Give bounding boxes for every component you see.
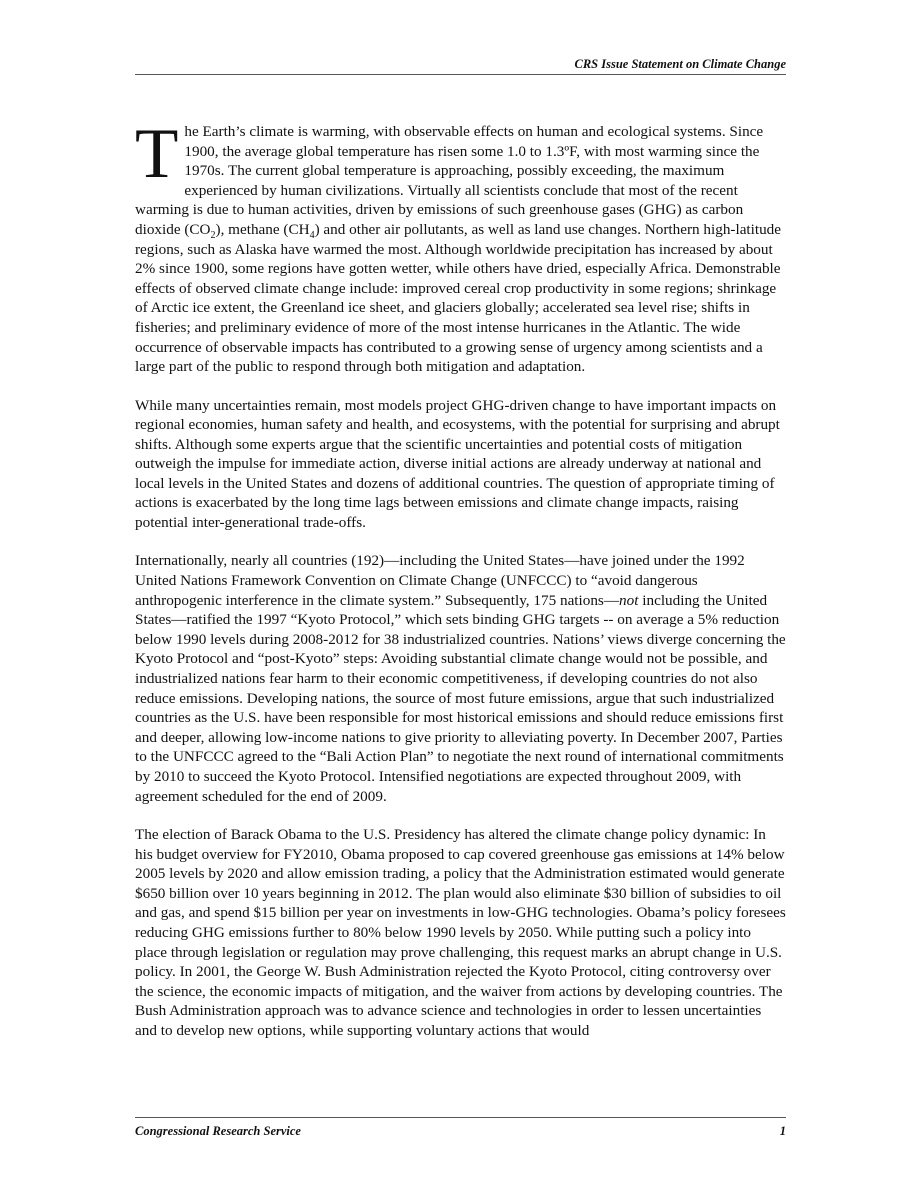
running-header (135, 56, 786, 75)
header-title: CRS Issue Statement on Climate Change (574, 57, 786, 71)
paragraph-1 (135, 115, 786, 377)
paragraph-4: The election of Barack Obama to the U.S. Presidency has altered the climate change policy dynamic: In his budget overview for FY2010, Obama proposed to cap covered greenhouse gas emissions at 14% below 2005 levels by 2020 and allow emission trading, a policy that the Administration estimated would generate $650 billion over 10 years beginning in 2012. The plan would also eliminate $30 billion of subsidies to oil and gas, and spend $15 billion per year on investments in low-GHG technologies. Obama’s policy foresees reducing GHG emissions further to 80% below 1990 levels by 2050. While putting such a policy into place through legislation or regulation may prove challenging, this request marks an abrupt change in U.S. policy. In 2001, the George W. Bush Administration rejected the Kyoto Protocol, citing controversy over the science, the economic impacts of mitigation, and the waiver from actions by developing countries. The Bush Administration approach was to advance science and technologies in order to lessen uncertainties and to develop new options, while supporting voluntary actions that would (135, 825, 786, 1039)
subscript-2: 2 (210, 230, 216, 241)
footer-publisher: Congressional Research Service (135, 1124, 301, 1138)
paragraph-1-text-a: he Earth’s climate is warming, with observable effects on human and ecological systems. Since 1900, the average global temperature has risen some 1.0 to 1.3ºF, with most warming since the 1970s. The current global temperature is approaching, possibly exceeding, the maximum experienced by human civilizations. Virtually all scientists conclude that most of the recent warming is due to human activities, driven by emissions of such greenhouse gases (GHG) as carbon dioxide (CO (135, 123, 764, 238)
body-text (135, 115, 786, 1059)
subscript-4: 4 (309, 230, 315, 241)
page-number: 1 (779, 1124, 786, 1138)
paragraph-1-text-b: ), methane (CH (215, 220, 310, 238)
drop-cap: T (135, 115, 179, 193)
emphasis-not: not (619, 591, 639, 609)
running-footer (135, 1117, 786, 1144)
paragraph-3-text-b: including the United States—ratified the 1997 “Kyoto Protocol,” which sets binding GHG targets -- on average a 5% reduction below 1990 levels during 2008-2012 for 38 industrialized countries. Nations’ views diverge concerning the Kyoto Protocol and “post-Kyoto” steps: Avoiding substantial climate change would not be possible, and industrialized nations fear harm to their economic competitiveness, if developing countries do not also reduce emissions. Developing nations, the source of most future emissions, argue that such industrialized countries as the U.S. have been responsible for most historical emissions and should reduce emissions first and deeper, allowing low-income nations to give priority to alleviating poverty. In December 2007, Parties to the UNFCCC agreed to the “Bali Action Plan” to negotiate the next round of international commitments by 2010 to succeed the Kyoto Protocol. Intensified negotiations are expected throughout 2009, with agreement scheduled for the end of 2009. (135, 591, 786, 805)
paragraph-1-text-c: ) and other air pollutants, as well as land use changes. Northern high-latitude regions, such as Alaska have warmed the most. Although worldwide precipitation has increased by about 2% since 1900, some regions have gotten wetter, while others have dried, especially Africa. Demonstrable effects of observed climate change include: improved cereal crop productivity in some regions; shrinkage of Arctic ice extent, the Greenland ice sheet, and glaciers globally; accelerated sea level rise; shifts in fisheries; and preliminary evidence of more of the most intense hurricanes in the Atlantic. The wide occurrence of observable impacts has contributed to a growing sense of urgency among scientists and a large part of the public to respond through both mitigation and adaptation. (135, 220, 782, 376)
paragraph-3 (135, 551, 786, 806)
paragraph-3-text-a: Internationally, nearly all countries (192)—including the United States—have joined under the 1992 United Nations Framework Convention on Climate Change (UNFCCC) to “avoid dangerous anthropogenic interference in the climate system.” Subsequently, 175 nations— (135, 552, 745, 609)
paragraph-2: While many uncertainties remain, most models project GHG-driven change to have important impacts on regional economies, human safety and health, and ecosystems, with the potential for surprising and abrupt shifts. Although some experts argue that the scientific uncertainties and potential costs of mitigation outweigh the impulse for immediate action, diverse initial actions are already underway at national and local levels in the United States and dozens of additional countries. The question of appropriate timing of actions is exacerbated by the long time lags between emissions and climate change impacts, raising potential inter-generational trade-offs. (135, 396, 780, 532)
